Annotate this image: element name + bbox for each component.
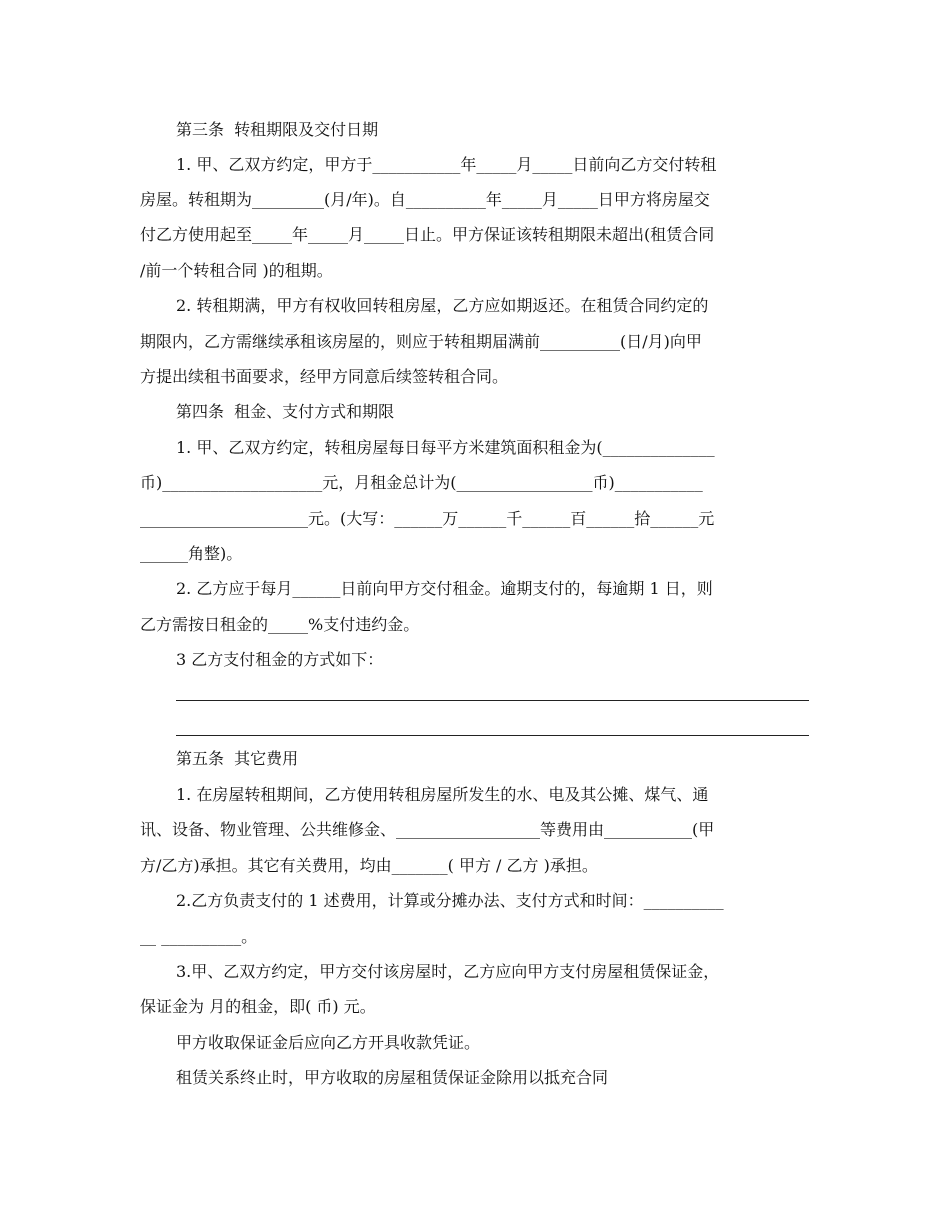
article4-line: 乙方需按日租金的_____%支付违约金。 <box>140 615 420 634</box>
article4-line: _____________________元。(大写：______万______千______百______拾______元 <box>140 509 715 528</box>
article3-line: 方提出续租书面要求，经甲方同意后续签转租合同。 <box>140 367 509 386</box>
article3-line: 房屋。转租期为_________(月/年)。自__________年_____月_____日甲方将房屋交 <box>140 190 710 209</box>
article4-line: 1. 甲、乙双方约定，转租房屋每日每平方米建筑面积租金为(______________ <box>176 438 715 457</box>
article5-line: 方/乙方)承担。其它有关费用，均由_______( 甲方 / 乙方 )承担。 <box>140 856 598 875</box>
article3-heading: 第三条 转租期限及交付日期 <box>176 120 379 139</box>
article4-line: ______角整)。 <box>140 544 243 563</box>
article4-line: 币)____________________元，月租金总计为(_________________币)___________ <box>140 473 703 492</box>
article5-line: __ __________。 <box>140 927 258 946</box>
article3-line: 2. 转租期满，甲方有权收回转租房屋，乙方应如期返还。在租赁合同约定的 <box>176 296 709 315</box>
article4-heading: 第四条 租金、支付方式和期限 <box>176 402 395 421</box>
article4-line: 3 乙方支付租金的方式如下： <box>176 650 384 669</box>
article5-line: 3.甲、乙双方约定，甲方交付该房屋时，乙方应向甲方支付房屋租赁保证金， <box>176 962 720 981</box>
article4-line: 2. 乙方应于每月______日前向甲方交付租金。逾期支付的，每逾期 1 日，则 <box>176 579 713 598</box>
article5-heading: 第五条 其它费用 <box>176 749 299 768</box>
article3-line: 期限内，乙方需继续承租该房屋的，则应于转租期届满前__________(日/月)向甲 <box>140 332 702 351</box>
article5-line: 讯、设备、物业管理、公共维修金、__________________等费用由___________(甲 <box>140 820 715 839</box>
article3-line: 1. 甲、乙双方约定，甲方于___________年_____月_____日前向乙方交付转租 <box>176 155 717 174</box>
article5-line: 2.乙方负责支付的 1 述费用，计算或分摊办法、支付方式和时间：__________ <box>176 891 724 910</box>
article5-line: 甲方收取保证金后应向乙方开具收款凭证。 <box>176 1033 481 1052</box>
article5-line: 1. 在房屋转租期间，乙方使用转租房屋所发生的水、电及其公摊、煤气、通 <box>176 785 709 804</box>
blank-fill-line <box>176 700 809 701</box>
article3-line: 付乙方使用起至_____年_____月_____日止。甲方保证该转租期限未超出(租赁合同 <box>140 225 715 244</box>
article5-line: 保证金为 月的租金，即( 币) 元。 <box>140 997 376 1016</box>
blank-fill-line <box>176 735 809 736</box>
article3-line: /前一个转租合同 )的租期。 <box>140 261 333 280</box>
article5-line: 租赁关系终止时，甲方收取的房屋租赁保证金除用以抵充合同 <box>176 1068 609 1087</box>
